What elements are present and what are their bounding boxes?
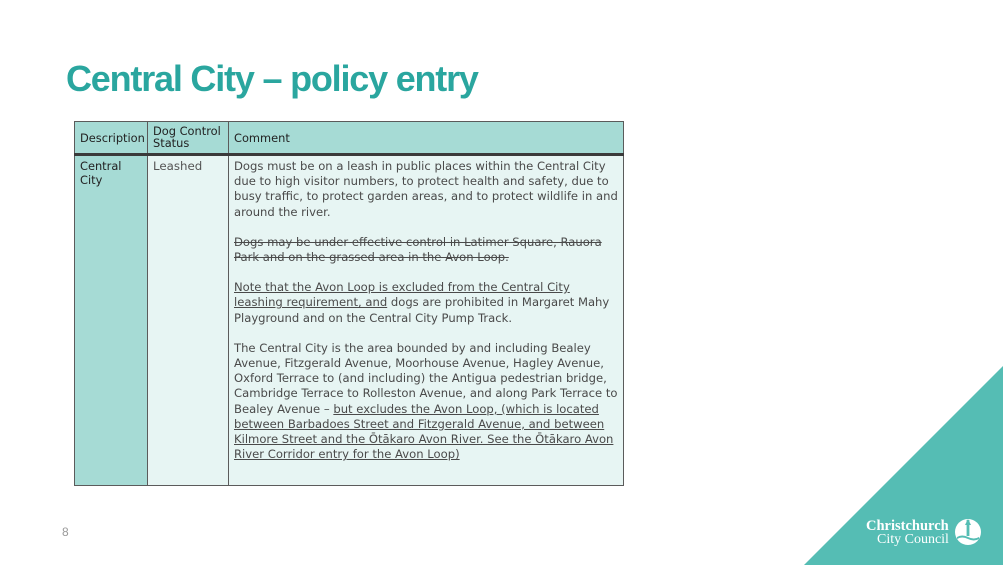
header-dog-control-status: Dog Control Status: [148, 122, 229, 155]
comment-text: The Central City is the area bounded by and including Bealey Avenue, Fitzgerald Avenue, Moorhouse Avenue, Hagley Avenue, Oxford Terrace to (and including) the Antigua pedestrian bridge, Cambridge Terrace to Rolleston Avenue, and along Park Terrace to Bealey Avenue –: [234, 340, 618, 416]
comment-paragraph-boundary: [234, 341, 618, 463]
comment-text: dogs are prohibited in Margaret Mahy Playground and on the Central City Pump Track.: [234, 295, 610, 325]
comment-paragraph-struck: Dogs may be under effective control in Latimer Square, Rauora Park and on the grassed area in the Avon Loop.: [234, 234, 602, 265]
slide-title: Central City – policy entry: [66, 58, 478, 99]
header-comment: Comment: [229, 122, 624, 155]
comment-paragraph-avon-loop-note: [234, 280, 618, 326]
table-header-row: [75, 122, 624, 155]
policy-table: [74, 121, 624, 486]
cell-status: Leashed: [148, 155, 229, 486]
cell-comment: [229, 155, 624, 486]
christchurch-city-council-logo: [864, 516, 984, 550]
table-row: [75, 155, 624, 486]
comment-paragraph-leash-reason: Dogs must be on a leash in public places within the Central City due to high visitor numbers, to protect health and safety, due to busy traffic, to protect garden areas, and to protect wildlife in and around the river.: [234, 159, 618, 219]
cell-description: Central City: [75, 155, 148, 486]
page-number: 8: [62, 525, 69, 539]
comment-underlined-text: Note that the Avon Loop is excluded from the Central City leashing requirement, and: [234, 280, 570, 310]
logo-text-line1: Christchurch: [866, 518, 949, 534]
cathedral-icon: [954, 517, 982, 547]
logo-text-line2: City Council: [877, 532, 949, 547]
header-description: Description: [75, 122, 148, 155]
comment-underlined-text: but excludes the Avon Loop, (which is located between Barbadoes Street and Fitzgerald Avenue, and between Kilmore Street and the Ōtākaro Avon River. See the Ōtākaro Avon River Corridor entry for the Avon Loop): [234, 401, 614, 462]
